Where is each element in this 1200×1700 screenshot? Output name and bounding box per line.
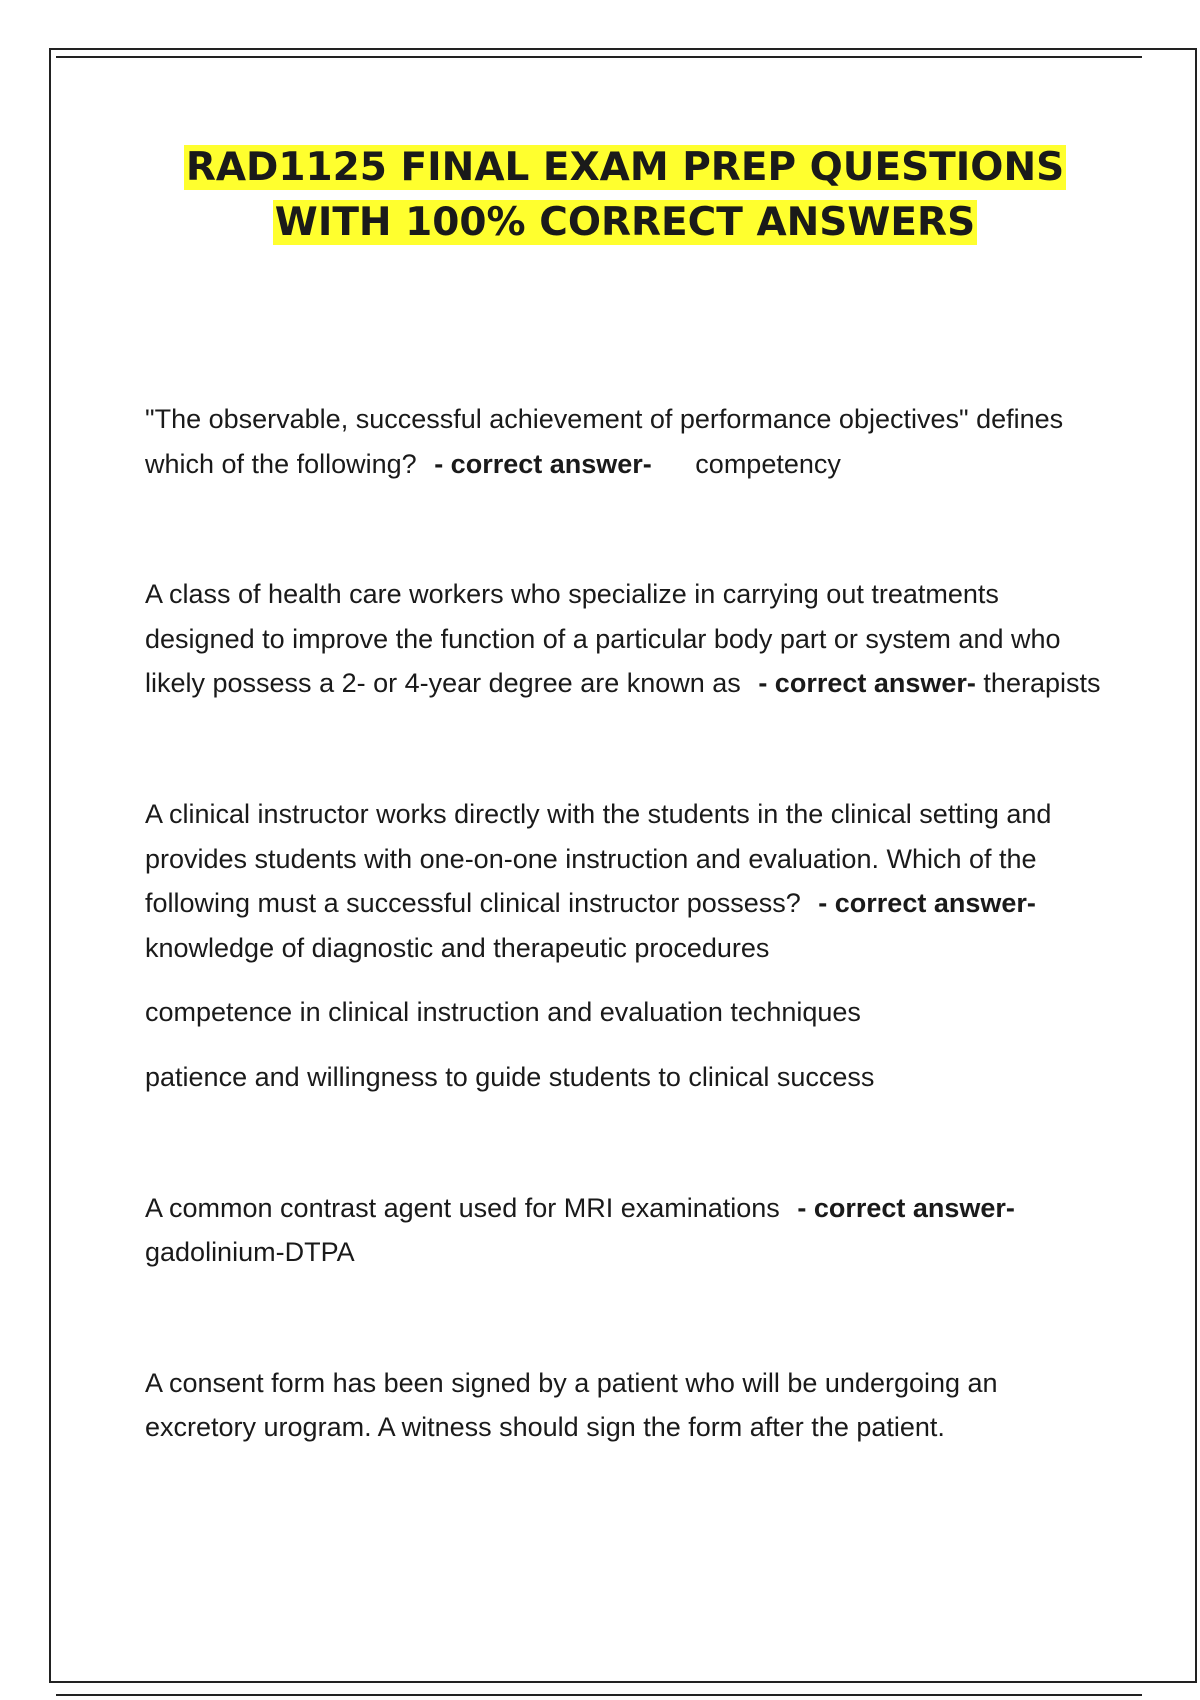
qa-entry [145,1186,1105,1275]
qa-list [145,397,1105,1450]
title-line-1: RAD1125 FINAL EXAM PREP QUESTIONS [185,145,1065,190]
qa-entry [145,1361,1105,1450]
question-text: "The observable, successful achievement of performance objectives" defines which of the following? [145,404,1064,479]
answer-label: - correct answer- [818,888,1036,919]
answer-continuation: patience and willingness to guide students to clinical success [145,1061,875,1092]
answer-text: knowledge of diagnostic and therapeutic procedures [145,932,770,963]
answer-text: competency [695,448,841,479]
answer-label: - correct answer- [758,668,976,699]
title-line-2: WITH 100% CORRECT ANSWERS [274,200,976,245]
answer-text: gadolinium-DTPA [145,1237,355,1268]
answer-text: therapists [983,668,1101,699]
document-title [0,140,1200,250]
answer-label: - correct answer- [797,1192,1015,1223]
qa-entry [145,792,1105,1100]
question-text: A common contrast agent used for MRI examinations [145,1192,780,1223]
qa-entry [145,572,1105,706]
question-text: A consent form has been signed by a patient who will be undergoing an excretory urogram. A witness should sign the form after the patient. [145,1367,998,1443]
qa-entry [145,397,1105,486]
question-text: A class of health care workers who specialize in carrying out treatments designed to improve the function of a particular body part or system and who likely possess a 2- or 4-year degree are known as [145,579,1061,699]
bottom-rule [56,1694,1142,1696]
top-rule [56,56,1142,58]
answer-continuation: competence in clinical instruction and evaluation techniques [145,997,861,1028]
answer-label: - correct answer- [434,448,652,479]
question-text: A clinical instructor works directly with the students in the clinical setting and provides students with one-on-one instruction and evaluation. Which of the following must a successful clinical instructor possess? [145,798,1052,919]
